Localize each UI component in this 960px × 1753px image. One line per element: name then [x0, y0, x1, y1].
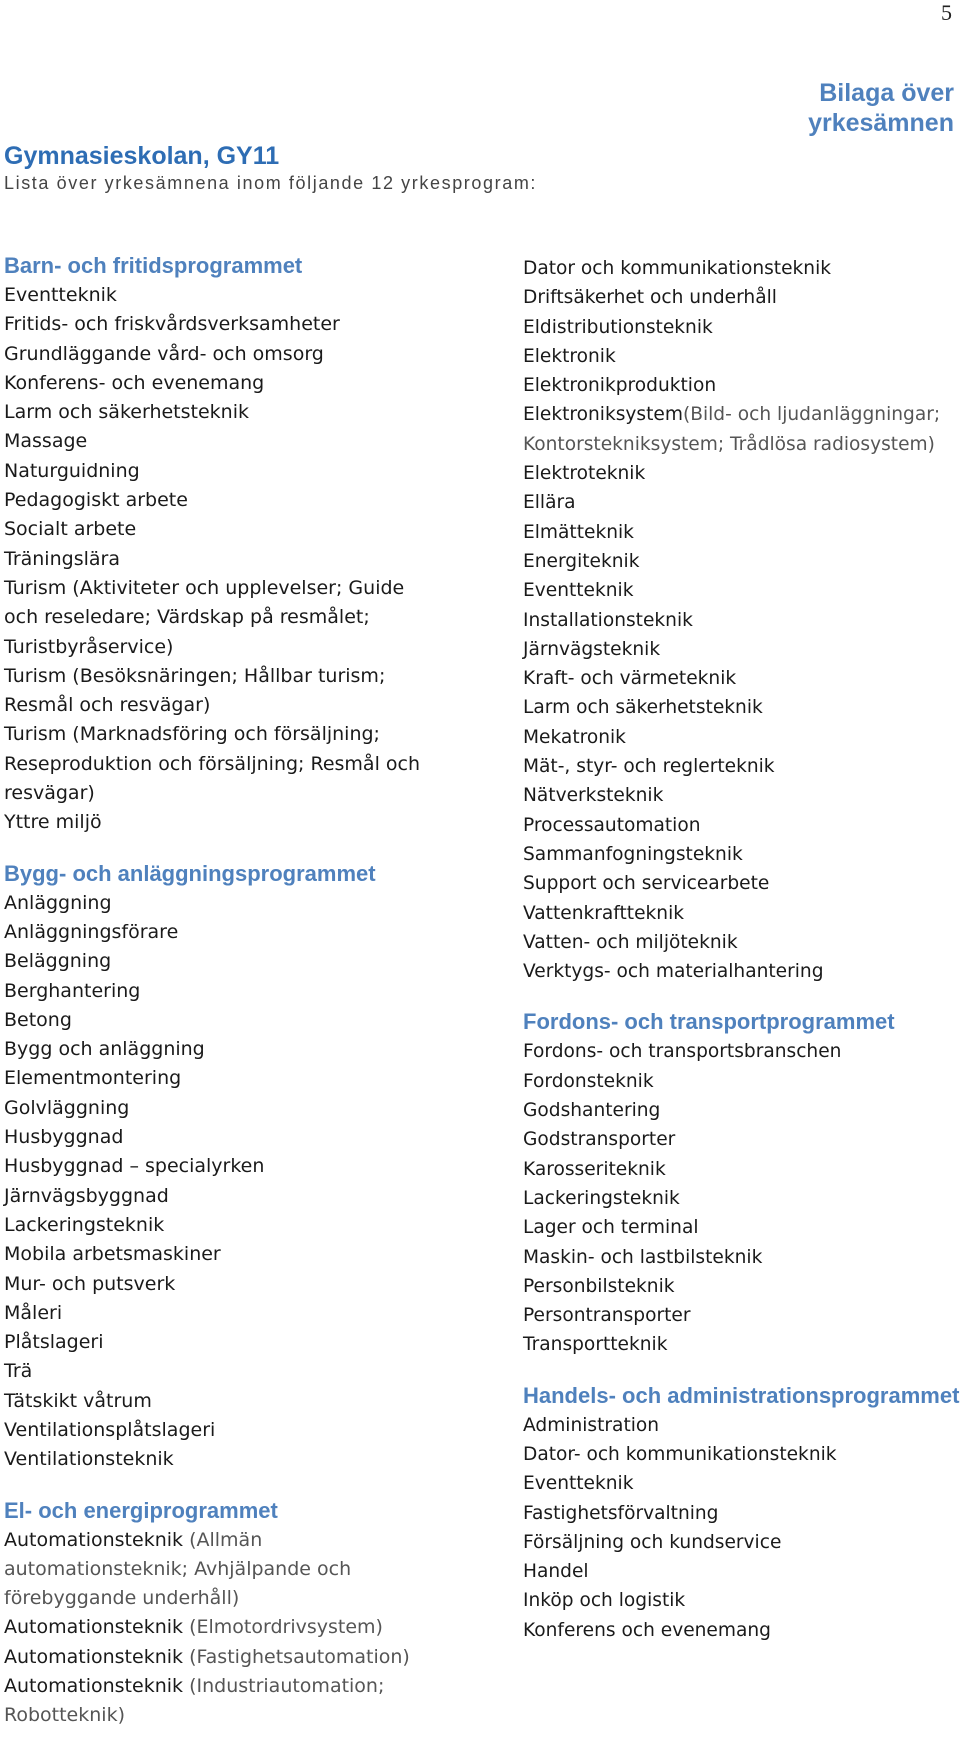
program-section	[523, 1008, 960, 1359]
left-column	[4, 252, 444, 1753]
subject-name: Vatten- och miljöteknik	[523, 931, 738, 953]
subject-item	[523, 371, 960, 400]
subject-name: Ventilationsteknik	[4, 1448, 174, 1471]
subject-name: Dator och kommunikationsteknik	[523, 258, 832, 279]
subject-name: Tätskikt våtrum	[4, 1389, 152, 1412]
subject-name: Måleri	[4, 1301, 63, 1324]
subject-list	[523, 1037, 960, 1359]
subject-item	[523, 1330, 960, 1359]
subject-name: Konferens- och evenemang	[4, 371, 265, 394]
subject-detail: (Bild- och ljudanläggningar; Kontorstekniksystem; Trådlösa radiosystem)	[523, 404, 941, 455]
subject-name: Ellära	[523, 492, 576, 514]
subject-name: Kraft- och värmeteknik	[523, 668, 737, 690]
subject-item	[4, 1299, 444, 1328]
subject-name: Fordons- och transportsbranschen	[523, 1041, 842, 1063]
subject-name: Järnvägsbyggnad	[4, 1184, 169, 1207]
subject-item	[523, 1037, 960, 1066]
program-section	[523, 254, 960, 986]
subject-name: Elektronik	[523, 345, 616, 367]
subject-item	[523, 488, 960, 517]
subject-item	[4, 1526, 444, 1614]
subject-item	[4, 369, 444, 398]
subject-item	[4, 889, 444, 918]
subject-item	[4, 1416, 444, 1445]
program-section	[4, 252, 444, 838]
subject-item	[523, 1155, 960, 1184]
subject-item	[4, 1152, 444, 1181]
subject-item	[523, 400, 960, 459]
subject-name: Bygg och anläggning	[4, 1038, 205, 1061]
subject-item	[4, 1613, 444, 1642]
subject-name: Lager och terminal	[523, 1217, 699, 1239]
subject-name: Personbilsteknik	[523, 1275, 675, 1297]
subject-item	[4, 1672, 444, 1731]
subject-name: Järnvägsteknik	[523, 638, 661, 660]
subject-name: Socialt arbete	[4, 518, 137, 541]
subject-item	[4, 340, 444, 369]
subject-name: Inköp och logistik	[523, 1590, 686, 1612]
subject-item	[523, 635, 960, 664]
subject-item	[523, 1557, 960, 1586]
subject-item	[523, 518, 960, 547]
subject-item	[523, 283, 960, 312]
subject-item	[523, 1440, 960, 1469]
subject-name: Husbyggnad – specialyrken	[4, 1155, 265, 1178]
program-section	[4, 1497, 444, 1731]
subject-item	[523, 781, 960, 810]
subject-name: Larm och säkerhetsteknik	[523, 697, 763, 719]
subject-name: Persontransporter	[523, 1305, 691, 1327]
subject-name: Betong	[4, 1008, 72, 1031]
subject-item	[4, 1643, 444, 1672]
subject-item	[523, 547, 960, 576]
document-subtitle: Lista över yrkesämnena inom följande 12 yrkesprogram:	[4, 173, 538, 193]
subject-item	[4, 1270, 444, 1299]
subject-list	[523, 1411, 960, 1645]
subject-item	[4, 1123, 444, 1152]
subject-item	[4, 947, 444, 976]
subject-item	[4, 427, 444, 456]
subject-item	[4, 457, 444, 486]
subject-item	[523, 254, 960, 283]
subject-item	[4, 977, 444, 1006]
subject-name: Turism (Aktiviteter och upplevelser; Guide och reseledare; Värdskap på resmålet; Turistbyråservice)	[4, 576, 405, 658]
subject-item	[523, 1616, 960, 1645]
subject-list	[4, 1526, 444, 1731]
subject-name: Sammanfogningsteknik	[523, 843, 743, 865]
subject-item	[4, 1240, 444, 1269]
subject-detail: (Elmotordrivsystem)	[183, 1616, 383, 1639]
subject-item	[4, 1445, 444, 1474]
subject-name: Lackeringsteknik	[4, 1213, 165, 1236]
subject-name: Eventteknik	[4, 284, 117, 306]
subject-name: Lackeringsteknik	[523, 1187, 680, 1209]
subject-name: Mur- och putsverk	[4, 1272, 176, 1295]
subject-item	[523, 899, 960, 928]
subject-item	[523, 957, 960, 986]
subject-name: Anläggning	[4, 891, 112, 914]
subject-item	[4, 1006, 444, 1035]
subject-name: Mobila arbetsmaskiner	[4, 1243, 221, 1266]
subject-name: Automationsteknik	[4, 1645, 184, 1668]
subject-item	[4, 545, 444, 574]
subject-name: Dator- och kommunikationsteknik	[523, 1443, 837, 1465]
subject-item	[523, 1213, 960, 1242]
subject-item	[523, 1184, 960, 1213]
subject-item	[523, 576, 960, 605]
subject-list	[523, 254, 960, 986]
subject-name: Automationsteknik	[4, 1528, 184, 1551]
subject-item	[523, 1586, 960, 1615]
subject-name: Support och servicearbete	[523, 873, 770, 895]
subject-name: Eventteknik	[523, 1473, 634, 1495]
subject-name: Eventteknik	[523, 580, 634, 602]
subject-name: Konferens och evenemang	[523, 1619, 771, 1641]
subject-item	[4, 918, 444, 947]
subject-item	[523, 1243, 960, 1272]
program-title: Fordons- och transportprogrammet	[523, 1009, 895, 1035]
subject-name: Godstransporter	[523, 1129, 676, 1151]
subject-item	[4, 1182, 444, 1211]
subject-name: Mekatronik	[523, 726, 626, 748]
subject-name: Automationsteknik	[4, 1616, 184, 1639]
subject-name: Elektronikproduktion	[523, 375, 717, 397]
subject-item	[523, 1272, 960, 1301]
subject-item	[4, 1064, 444, 1093]
subject-item	[523, 1067, 960, 1096]
subject-item	[523, 1096, 960, 1125]
subject-name: Vattenkraftteknik	[523, 902, 685, 924]
subject-item	[523, 1125, 960, 1154]
subject-name: Verktygs- och materialhantering	[523, 961, 824, 983]
subject-item	[523, 811, 960, 840]
subject-detail: (Allmän automationsteknik; Avhjälpande och förebyggande underhåll)	[4, 1528, 352, 1610]
document-title: Gymnasieskolan, GY11	[4, 142, 280, 170]
subject-detail: (Industriautomation; Robotteknik)	[4, 1675, 385, 1727]
subject-item	[523, 752, 960, 781]
subject-name: Pedagogiskt arbete	[4, 489, 188, 512]
subject-name: Energiteknik	[523, 550, 640, 572]
subject-name: Processautomation	[523, 814, 701, 836]
subject-name: Turism (Besöksnäringen; Hållbar turism; Resmål och resvägar)	[4, 664, 386, 717]
page-number: 5	[941, 0, 952, 25]
subject-item	[523, 1469, 960, 1498]
subject-item	[4, 1328, 444, 1357]
program-title: Handels- och administrationsprogrammet	[523, 1382, 960, 1408]
subject-name: Träningslära	[4, 547, 120, 570]
subject-item	[4, 808, 444, 837]
subject-name: Handel	[523, 1561, 589, 1583]
subject-item	[4, 310, 444, 339]
subject-name: Elementmontering	[4, 1067, 182, 1090]
subject-name: Transportteknik	[523, 1334, 668, 1356]
subject-item	[523, 313, 960, 342]
subject-item	[523, 840, 960, 869]
subject-item	[523, 606, 960, 635]
subject-name: Försäljning och kundservice	[523, 1531, 782, 1553]
program-title: El- och energiprogrammet	[4, 1497, 278, 1523]
subject-item	[523, 1499, 960, 1528]
subject-item	[4, 720, 444, 808]
subject-name: Trä	[4, 1360, 33, 1383]
program-section	[523, 1382, 960, 1645]
subject-name: Karosseriteknik	[523, 1158, 666, 1180]
subject-item	[4, 515, 444, 544]
subject-item	[523, 459, 960, 488]
subject-item	[4, 1387, 444, 1416]
subject-name: Maskin- och lastbilsteknik	[523, 1246, 763, 1268]
program-title: Bygg- och anläggningsprogrammet	[4, 860, 376, 886]
subject-name: Godshantering	[523, 1100, 661, 1122]
subject-name: Fritids- och friskvårdsverksamheter	[4, 313, 340, 336]
right-column	[523, 254, 960, 1667]
subject-item	[4, 662, 444, 721]
subject-name: Administration	[523, 1414, 660, 1436]
subject-name: Elektroniksystem	[523, 404, 683, 426]
subject-item	[523, 1528, 960, 1557]
subject-name: Grundläggande vård- och omsorg	[4, 342, 324, 365]
subject-item	[523, 1301, 960, 1330]
subject-item	[523, 693, 960, 722]
subject-item	[523, 1411, 960, 1440]
appendix-title: Bilaga över yrkesämnen	[808, 79, 954, 137]
subject-name: Massage	[4, 430, 88, 453]
subject-item	[523, 664, 960, 693]
subject-name: Ventilationsplåtslageri	[4, 1418, 216, 1441]
subject-item	[4, 1357, 444, 1386]
subject-name: Driftsäkerhet och underhåll	[523, 287, 777, 309]
subject-name: Fordonsteknik	[523, 1070, 654, 1092]
subject-item	[4, 574, 444, 662]
subject-name: Installationsteknik	[523, 609, 693, 631]
subject-name: Mät-, styr- och reglerteknik	[523, 756, 775, 778]
subject-item	[4, 486, 444, 515]
subject-item	[523, 342, 960, 371]
subject-name: Nätverksteknik	[523, 785, 664, 807]
subject-item	[4, 398, 444, 427]
subject-name: Larm och säkerhetsteknik	[4, 401, 249, 424]
subject-detail: (Fastighetsautomation)	[183, 1645, 410, 1668]
subject-name: Beläggning	[4, 950, 112, 973]
subject-item	[523, 723, 960, 752]
subject-name: Anläggningsförare	[4, 920, 179, 943]
subject-list	[4, 281, 444, 838]
subject-item	[523, 928, 960, 957]
subject-item	[4, 1211, 444, 1240]
subject-name: Berghantering	[4, 979, 141, 1002]
subject-name: Fastighetsförvaltning	[523, 1502, 719, 1524]
subject-name: Naturguidning	[4, 459, 140, 482]
subject-name: Golvläggning	[4, 1096, 130, 1119]
program-title: Barn- och fritidsprogrammet	[4, 253, 303, 278]
subject-name: Elektroteknik	[523, 463, 646, 485]
subject-name: Automationsteknik	[4, 1675, 184, 1698]
subject-item	[4, 1035, 444, 1064]
subject-name: Elmätteknik	[523, 521, 634, 543]
subject-item	[4, 281, 444, 310]
subject-item	[4, 1094, 444, 1123]
subject-list	[4, 889, 444, 1475]
subject-name: Turism (Marknadsföring och försäljning; Reseproduktion och försäljning; Resmål och resvägar)	[4, 723, 421, 805]
subject-name: Eldistributionsteknik	[523, 316, 713, 338]
program-section	[4, 860, 444, 1475]
subject-item	[523, 869, 960, 898]
subject-name: Yttre miljö	[4, 811, 102, 834]
subject-name: Husbyggnad	[4, 1126, 124, 1149]
subject-name: Plåtslageri	[4, 1331, 104, 1354]
